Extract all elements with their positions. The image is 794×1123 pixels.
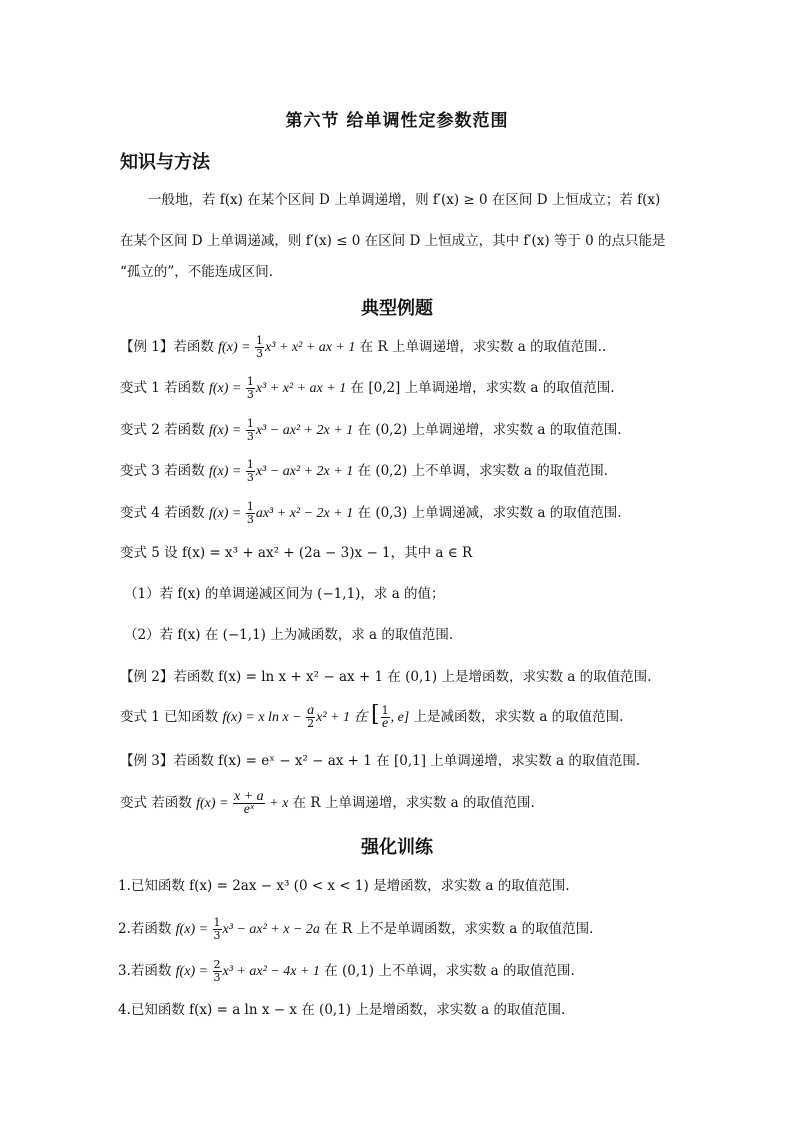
function-expr: x³ − ax² + 2x + 1	[255, 464, 354, 479]
numerator: 1	[213, 916, 221, 929]
fraction	[233, 791, 265, 816]
function-expr: + x	[265, 796, 289, 811]
denominator: 2	[307, 717, 315, 730]
section-heading-method: 知识与方法	[120, 152, 210, 173]
interval-bracket: [	[370, 702, 380, 727]
function-expr: x³ + x² + ax + 1	[265, 340, 356, 355]
denominator: 3	[246, 513, 254, 526]
numerator: 1	[246, 417, 254, 430]
function-def: f(x) =	[175, 964, 212, 979]
variant-3-body: 在 (0,2) 上不单调，求实数 a 的取值范围.	[353, 463, 609, 479]
numerator: 1	[246, 500, 254, 513]
numerator: 1	[246, 375, 254, 388]
training-3-body: 在 (0,1) 上不单调，求实数 a 的取值范围.	[319, 963, 575, 979]
method-paragraph-line-2: 在某个区间 D 上单调递减，则 f′(x) ≤ 0 在区间 D 上恒成立，其中 f′(x) 等于 0 的点只能是	[120, 233, 666, 249]
fraction	[381, 705, 390, 730]
variant-5-question-2: （2）若 f(x) 在 (−1,1) 上为减函数，求 a 的取值范围.	[124, 627, 454, 643]
denominator: 3	[256, 347, 264, 360]
variant-2-label: 变式 2 若函数	[120, 422, 209, 438]
training-2-body: 在 R 上不是单调函数，求实数 a 的取值范围.	[319, 921, 594, 937]
training-3	[118, 959, 575, 984]
numerator: 1	[246, 458, 254, 471]
example-2-variant-1	[120, 702, 624, 731]
variant-1-label: 变式 1 若函数	[120, 380, 209, 396]
function-def: f(x) =	[208, 506, 245, 521]
example-1-label: 【例 1】若函数	[120, 339, 219, 355]
training-1: 1.已知函数 f(x) = 2ax − x³ (0 < x < 1) 是增函数，求实数 a 的取值范围.	[118, 878, 570, 894]
function-expr: ax³ + x² − 2x + 1	[255, 506, 354, 521]
numerator: a	[307, 703, 315, 718]
function-expr: x³ + x² + ax + 1	[255, 381, 347, 396]
example-3-variant	[120, 791, 535, 816]
fraction	[246, 459, 255, 484]
training-4: 4.已知函数 f(x) = a ln x − x 在 (0,1) 上是增函数，求实数 a 的取值范围.	[118, 1002, 566, 1018]
variant-3-label: 变式 3 若函数	[120, 463, 209, 479]
variant-2	[120, 418, 622, 443]
denominator: 3	[213, 971, 221, 984]
numerator: 2	[213, 958, 221, 971]
training-2	[118, 917, 593, 942]
section-heading-examples: 典型例题	[361, 298, 433, 319]
variant-4	[120, 501, 622, 526]
fraction	[246, 418, 255, 443]
fraction	[246, 501, 255, 526]
numerator: 1	[381, 704, 389, 717]
denominator: 3	[213, 929, 221, 942]
variant-5: 变式 5 设 f(x) = x³ + ax² + (2a − 3)x − 1，其中 a ∈ R	[120, 545, 473, 561]
numerator: x + a	[233, 789, 264, 804]
example-3: 【例 3】若函数 f(x) = eˣ − x² − ax + 1 在 [0,1] 上单调递增，求实数 a 的取值范围.	[120, 753, 641, 769]
variant-1-body: 在 [0,2] 上单调递增，求实数 a 的取值范围.	[346, 380, 615, 396]
function-def: f(x) =	[196, 796, 232, 811]
page-title: 第六节 给单调性定参数范围	[285, 111, 509, 131]
denominator: e	[381, 716, 389, 731]
denominator: 3	[246, 430, 254, 443]
ex2-variant-1-label: 变式 1 已知函数	[120, 709, 223, 725]
example-2: 【例 2】若函数 f(x) = ln x + x² − ax + 1 在 (0,1) 上是增函数，求实数 a 的取值范围.	[120, 669, 652, 685]
variant-1	[120, 376, 615, 401]
fraction	[246, 376, 255, 401]
numerator: 1	[256, 334, 264, 347]
function-def: f(x) =	[208, 423, 245, 438]
ex2-variant-1-body: 上是减函数，求实数 a 的取值范围.	[409, 709, 624, 725]
denominator: eˣ	[243, 802, 254, 817]
interval-end: , e]	[390, 710, 410, 725]
ex3-variant-body: 在 R 上单调递增，求实数 a 的取值范围.	[288, 795, 535, 811]
denominator: 3	[246, 471, 254, 484]
method-paragraph-line-3: “孤立的”，不能连成区间.	[120, 264, 274, 280]
example-1-body: 在 R 上单调递增，求实数 a 的取值范围..	[355, 339, 607, 355]
fraction	[306, 705, 315, 730]
variant-5-question-1: （1）若 f(x) 的单调递减区间为 (−1,1)，求 a 的值；	[124, 586, 445, 602]
function-expr: x² + 1 在	[316, 710, 371, 725]
variant-3	[120, 459, 608, 484]
variant-4-label: 变式 4 若函数	[120, 505, 209, 521]
method-paragraph-line-1: 一般地，若 f(x) 在某个区间 D 上单调递增，则 f′(x) ≥ 0 在区间 D 上恒成立；若 f(x)	[148, 192, 661, 208]
fraction	[255, 335, 264, 360]
training-2-label: 2.若函数	[118, 921, 176, 937]
section-heading-training: 强化训练	[361, 837, 433, 858]
variant-2-body: 在 (0,2) 上单调递增，求实数 a 的取值范围.	[353, 422, 622, 438]
function-expr: f(x) = x ln x −	[222, 710, 306, 725]
function-def: f(x) =	[208, 464, 245, 479]
function-expr: x³ − ax² + 2x + 1	[255, 423, 354, 438]
fraction	[213, 917, 222, 942]
function-def: f(x) =	[175, 922, 212, 937]
function-expr: x³ + ax² − 4x + 1	[222, 964, 320, 979]
denominator: 3	[246, 388, 254, 401]
function-def: f(x) =	[208, 381, 245, 396]
variant-4-body: 在 (0,3) 上单调递减，求实数 a 的取值范围.	[353, 505, 622, 521]
training-3-label: 3.若函数	[118, 963, 176, 979]
fraction	[213, 959, 222, 984]
example-1	[120, 335, 606, 360]
ex3-variant-label: 变式 若函数	[120, 795, 197, 811]
function-def: f(x) =	[218, 340, 255, 355]
function-expr: x³ − ax² + x − 2a	[222, 922, 320, 937]
